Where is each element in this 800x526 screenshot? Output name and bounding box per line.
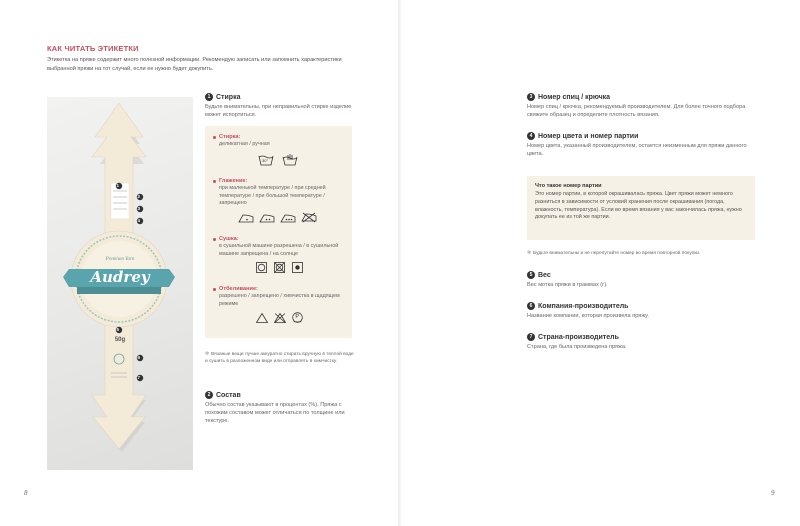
section-needle-size xyxy=(527,93,757,119)
marker-1: 1 xyxy=(116,182,120,188)
care-title: Стирка: xyxy=(219,134,241,140)
note-text: Будьте внимательны и не перепутайте номер во время повторной покупки. xyxy=(533,251,701,256)
section-title: Вес xyxy=(538,271,551,279)
label-subtitle: Premium Yarn xyxy=(105,257,135,262)
bullet-dot xyxy=(213,180,216,183)
section-text: Будьте внимательны, при неправильной стирке изделие может испортиться. xyxy=(205,104,352,119)
asterisk-icon: ✻ xyxy=(527,251,532,256)
dry-clean-letter: P xyxy=(295,314,300,321)
section-number: 4 xyxy=(527,132,535,140)
section-color-lot xyxy=(527,132,757,158)
care-washing xyxy=(213,134,345,166)
section-text: Обычно состав указывают в процентах (%). Пряжа с похожим составом может отличаться по толщине или текстуре. xyxy=(205,402,345,425)
section-title: Стирка xyxy=(216,93,241,101)
box-text: Это номер партии, в которой окрашивалась пряжа. Цвет пряжи может немного разниться в зависимости от условий хранения после окрашивания (погода, влажность, температура). Если во время вязания у вас закончилась пряжа, нужно докупать ее из той же партии. xyxy=(535,191,742,221)
lot-note xyxy=(527,251,767,258)
care-title: Глажение: xyxy=(219,178,248,184)
box-title: Что такое номер партии xyxy=(535,183,602,189)
bullet-dot xyxy=(213,238,216,241)
care-title: Отбеливание: xyxy=(219,286,258,292)
wash-30-icon xyxy=(258,154,274,166)
bullet-dot xyxy=(213,136,216,139)
section-title: Компания-производитель xyxy=(538,302,629,310)
yarn-label-photo xyxy=(47,97,193,470)
tumble-dry-prohibited-icon xyxy=(274,262,285,273)
iron-low-icon xyxy=(238,214,254,223)
dry-clean-icon xyxy=(292,312,303,323)
iron-prohibited-icon xyxy=(301,212,317,223)
section-washing xyxy=(205,93,355,119)
page-number-left: 8 xyxy=(24,489,28,497)
section-weight xyxy=(527,271,757,289)
care-drying xyxy=(213,236,345,273)
section-number: 7 xyxy=(527,333,535,341)
section-number: 6 xyxy=(527,302,535,310)
care-symbols-box xyxy=(205,126,352,338)
section-number: 1 xyxy=(205,93,213,101)
section-country xyxy=(527,333,757,351)
wash-temp-label: 30° xyxy=(262,158,269,164)
marker-6: 6 xyxy=(137,354,141,360)
page-title: КАК ЧИТАТЬ ЭТИКЕТКИ xyxy=(47,44,139,53)
section-text: Номер спиц / крючка, рекомендуемый производителем. Для более точного подбора свяжите образец и определите плотность вязания. xyxy=(527,104,746,119)
care-bleaching xyxy=(213,286,345,323)
bullet-dot xyxy=(213,288,216,291)
section-text: Вес мотка пряжи в граммах (г). xyxy=(527,282,608,288)
iron-medium-icon xyxy=(259,214,275,223)
care-text: в сушильной машине разрешена / в сушильной машине запрещена / на солнце xyxy=(219,243,339,257)
section-text: Название компании, которая произвела пряжу. xyxy=(527,313,649,319)
asterisk-icon: ✻ xyxy=(205,352,210,357)
intro-paragraph: Этикетка на пряже содержит много полезной информации. Рекомендую записать или запомнить характеристики выбранной пряжи на тот случай, если ее нужно будет докупить. xyxy=(47,57,342,72)
bleach-allowed-icon xyxy=(256,313,268,323)
section-title: Номер цвета и номер партии xyxy=(538,132,639,140)
page-gutter xyxy=(398,0,402,526)
care-title: Сушка: xyxy=(219,236,239,242)
section-text: Номер цвета, указанный производителем, остается неизменным для пряжи данного цвета. xyxy=(527,143,747,158)
marker-4: 4 xyxy=(137,217,141,223)
tumble-dry-icon xyxy=(256,262,267,273)
label-brand: Audrey xyxy=(90,268,150,286)
page-number-right: 9 xyxy=(771,489,775,497)
bleach-prohibited-icon xyxy=(274,313,286,323)
section-composition xyxy=(205,391,355,426)
marker-5: 5 xyxy=(116,326,120,332)
care-text: при маленькой температуре / при средней температуре / при большой температуре / запрещено xyxy=(219,185,326,207)
care-text: разрешено / запрещено / химчистка в щадящем режиме xyxy=(219,293,340,307)
note-text: Вязаные вещи лучше аккуратно стирать вручную в теплой воде и сушить в разложенном виде или отправлять в химчистку. xyxy=(205,352,354,364)
iron-high-icon xyxy=(280,214,296,223)
section-text: Страна, где была произведена пряжа. xyxy=(527,344,627,350)
section-number: 3 xyxy=(527,93,535,101)
section-title: Страна-производитель xyxy=(538,333,619,341)
marker-3: 3 xyxy=(137,205,141,211)
section-manufacturer xyxy=(527,302,757,320)
section-number: 2 xyxy=(205,391,213,399)
care-text: деликатная / ручная xyxy=(219,141,270,147)
label-weight: 50g xyxy=(114,337,126,343)
section-title: Состав xyxy=(216,391,241,399)
care-ironing xyxy=(213,178,345,223)
hand-wash-icon xyxy=(282,153,298,166)
section-number: 5 xyxy=(527,271,535,279)
section-title: Номер спиц / крючка xyxy=(538,93,611,101)
lot-number-box xyxy=(527,176,755,240)
marker-7: 7 xyxy=(137,374,141,380)
washing-note xyxy=(205,352,355,365)
marker-2: 2 xyxy=(137,193,141,199)
sun-dry-icon xyxy=(292,262,303,273)
